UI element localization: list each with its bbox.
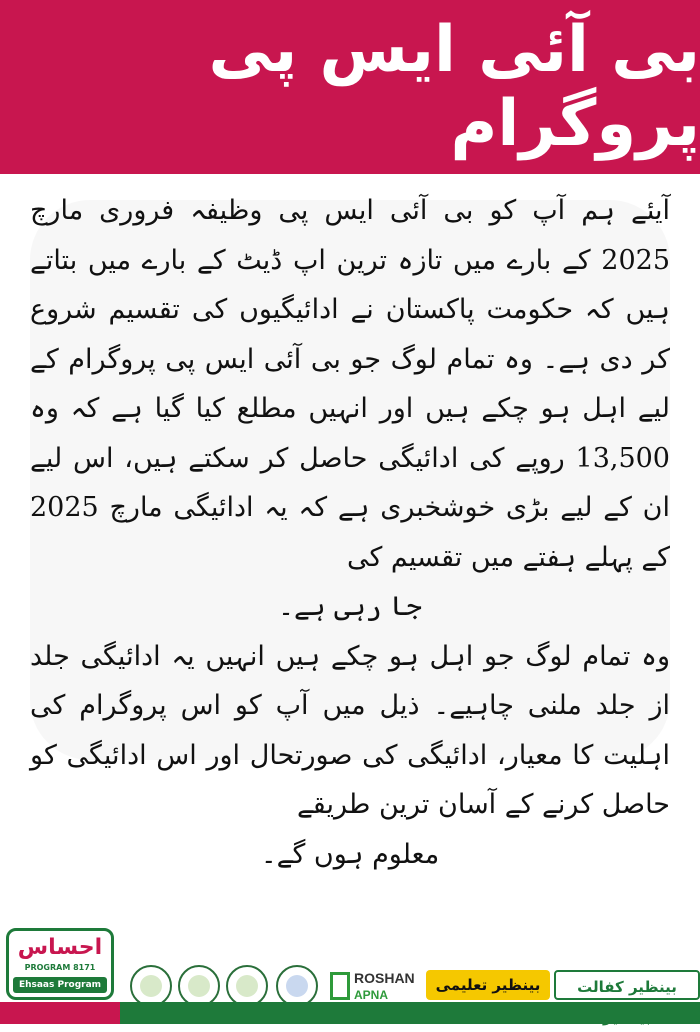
- government-seal-icon: [276, 965, 318, 1007]
- roshan-title: ROSHAN: [354, 970, 415, 986]
- ehsaas-program-text: PROGRAM 8171: [24, 963, 96, 972]
- bisp-logo-icon: [130, 965, 172, 1007]
- article-paragraph-1-end: جا رہی ہے۔: [278, 591, 422, 622]
- article-paragraph-2: وہ تمام لوگ جو اہل ہو چکے ہیں انہیں یہ ادائیگی جلد از جلد ملنی چاہیے۔ ذیل میں آپ کو اس پروگرام کی اہلیت کا معیار، ادائیگی کی صورتحال اور اس ادائیگی کو حاصل کرنے کے آسان ترین طریقے: [30, 640, 670, 820]
- house-icon: [330, 972, 350, 1000]
- page-header: [0, 0, 700, 174]
- article-paragraph-1: آیئے ہم آپ کو بی آئی ایس پی وظیفہ فروری مارچ 2025 کے بارے میں تازہ ترین اپ ڈیٹ کے بارے میں بتاتے ہیں کہ حکومت پاکستان نے ادائیگیوں کی تقسیم شروع کر دی ہے۔ وہ تمام لوگ جو بی آئی ایس پی پروگرام کے لیے اہل ہو چکے ہیں اور انہیں مطلع کیا گیا ہے کہ وہ 13,500 روپے کی ادائیگی حاصل کر سکتے ہیں، اس لیے ان کے لیے بڑی خوشخبری ہے کہ یہ ادائیگی مارچ 2025 کے پہلے ہفتے میں تقسیم کی: [30, 195, 670, 573]
- page-title: بی آئی ایس پی پروگرام: [208, 13, 700, 161]
- health-logo-icon: [178, 965, 220, 1007]
- ehsaas-logo: [6, 928, 114, 1000]
- nutrition-logo-icon: [226, 965, 268, 1007]
- ehsaas-urdu-text: احساس: [17, 935, 103, 960]
- ehsaas-band-text: Ehsaas Program: [13, 977, 107, 993]
- bottom-color-bar: [0, 1002, 700, 1024]
- roshan-subtitle: APNA: [354, 988, 388, 1002]
- taleemi-wazaif-tag: بینظیر تعلیمی: [426, 970, 550, 1000]
- article-body: [30, 186, 670, 879]
- article-paragraph-2-end: معلوم ہوں گے۔: [260, 838, 440, 870]
- kafalat-tag: بینظیر کفالت: [554, 970, 700, 1000]
- bottom-red-strip: [0, 1002, 120, 1024]
